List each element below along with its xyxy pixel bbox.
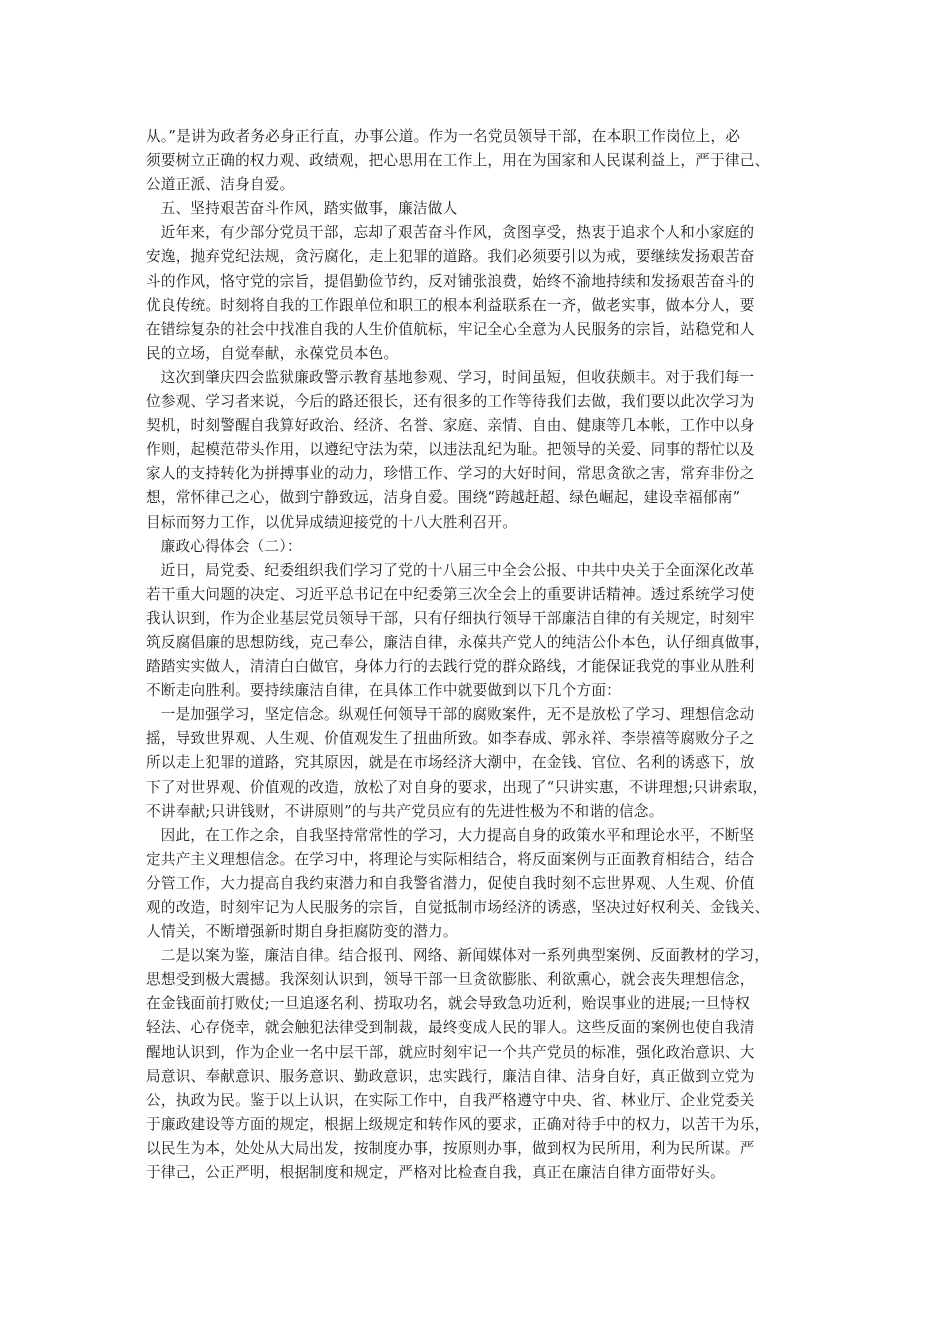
- text-line: 近年来，有少部分党员干部，忘却了艰苦奋斗作风，贪图享受，热衷于追求个人和小家庭的: [160, 224, 755, 242]
- text-line: 目标而努力工作，以优异成绩迎接党的十八大胜利召开。: [146, 513, 518, 531]
- text-line: 所以走上犯罪的道路，究其原因，就是在市场经济大潮中，在金钱、官位、名利的诱惑下，放: [146, 754, 755, 772]
- text-line: 踏踏实实做人，清清白白做官，身体力行的去践行党的群众路线，才能保证我党的事业从胜利: [146, 658, 755, 676]
- text-line: 因此，在工作之余，自我坚持常常性的学习，大力提高自身的政策水平和理论水平，不断坚: [160, 826, 755, 844]
- paragraph: [146, 559, 808, 704]
- text-line: 契机，时刻警醒自我算好政治、经济、名誉、家庭、亲情、自由、健康等几本帐，工作中以身: [146, 417, 755, 435]
- text-line: 位参观、学习者来说，今后的路还很长，还有很多的工作等待我们去做，我们要以此次学习为: [146, 393, 755, 411]
- text-line: 优良传统。时刻将自我的工作跟单位和职工的根本利益联系在一齐，做老实事，做本分人，要: [146, 296, 755, 314]
- paragraph: [146, 366, 808, 535]
- text-line: 近日，局党委、纪委组织我们学习了党的十八届三中全会公报、中共中央关于全面深化改革: [160, 561, 755, 579]
- paragraph: [146, 703, 808, 823]
- text-line: 我认识到，作为企业基层党员领导干部，只有仔细执行领导干部廉洁自律的有关规定，时刻牢: [146, 609, 755, 627]
- text-line: 不讲奉献;只讲钱财，不讲原则”的与共产党员应有的先进性极为不和谐的信念。: [146, 802, 664, 820]
- text-line: 二是以案为鉴，廉洁自律。结合报刊、网络、新闻媒体对一系列典型案例、反面教材的学习，: [160, 947, 770, 965]
- text-line: 局意识、奉献意识、服务意识、勤政意识，忠实践行，廉洁自律、洁身自好，真正做到立党为: [146, 1067, 755, 1085]
- paragraph: [146, 535, 808, 559]
- text-line: 筑反腐倡廉的思想防线，克己奉公，廉洁自律，永葆共产党人的纯洁公仆本色，认仔细真做事，: [146, 633, 770, 651]
- text-line: 分管工作，大力提高自我约束潜力和自我警省潜力，促使自我时刻不忘世界观、人生观、价值: [146, 874, 755, 892]
- text-line: 民的立场，自觉奉献，永葆党员本色。: [146, 344, 399, 362]
- text-line: 安逸，抛弃党纪法规，贪污腐化，走上犯罪的道路。我们必须要引以为戒，要继续发扬艰苦奋: [146, 248, 755, 266]
- text-line: 作则，起模范带头作用，以遵纪守法为荣，以违法乱纪为耻。把领导的关爱、同事的帮忙以及: [146, 441, 755, 459]
- paragraph: [146, 221, 808, 366]
- text-line: 若干重大问题的决定、习近平总书记在中纪委第三次全会上的重要讲话精神。透过系统学习使: [146, 585, 755, 603]
- document-body: [146, 125, 808, 1185]
- text-line: 轻法、心存侥幸，就会触犯法律受到制裁，最终变成人民的罪人。这些反面的案例也使自我清: [146, 1019, 755, 1037]
- text-line: 公，执政为民。鉴于以上认识，在实际工作中，自我严格遵守中央、省、林业厅、企业党委关: [146, 1091, 755, 1109]
- paragraph: [146, 125, 808, 197]
- text-line: 醒地认识到，作为企业一名中层干部，就应时刻牢记一个共产党员的标准，强化政治意识、大: [146, 1043, 755, 1061]
- text-line: 以民生为本，处处从大局出发，按制度办事，按原则办事，做到权为民所用，利为民所谋。严: [146, 1139, 755, 1157]
- text-line: 定共产主义理想信念。在学习中，将理论与实际相结合，将反面案例与正面教育相结合，结合: [146, 850, 755, 868]
- text-line: 这次到肇庆四会监狱廉政警示教育基地参观、学习，时间虽短，但收获颇丰。对于我们每一: [160, 368, 755, 386]
- text-line: 思想受到极大震撼。我深刻认识到，领导干部一旦贪欲膨胀、利欲熏心，就会丧失理想信念，: [146, 971, 755, 989]
- text-line: 从。”是讲为政者务必身正行直，办事公道。作为一名党员领导干部，在本职工作岗位上，必: [146, 128, 741, 145]
- text-line: 须要树立正确的权力观、政绩观，把心思用在工作上，用在为国家和人民谋利益上，严于律己、: [146, 152, 770, 170]
- text-line: 廉政心得体会（二）：: [160, 537, 302, 555]
- paragraph: [146, 824, 808, 944]
- text-line: 公道正派、洁身自爱。: [146, 176, 295, 194]
- text-line: 家人的支持转化为拼搏事业的动力，珍惜工作、学习的大好时间，常思贪欲之害，常弃非份之: [146, 465, 755, 483]
- text-line: 在金钱面前打败仗;一旦追逐名利、捞取功名，就会导致急功近利，贻误事业的进展;一旦恃权: [146, 995, 751, 1013]
- text-line: 观的改造，时刻牢记为人民服务的宗旨，自觉抵制市场经济的诱惑，坚决过好权利关、金钱关、: [146, 899, 770, 916]
- text-line: 于廉政建设等方面的规定，根据上级规定和转作风的要求，正确对待手中的权力，以苦干为乐，: [146, 1115, 770, 1133]
- text-line: 在错综复杂的社会中找准自我的人生价值航标，牢记全心全意为人民服务的宗旨，站稳党和人: [146, 320, 755, 338]
- text-line: 于律己，公正严明，根据制度和规定，严格对比检查自我，真正在廉洁自律方面带好头。: [146, 1164, 725, 1182]
- paragraph: [146, 944, 808, 1185]
- text-line: 五、坚持艰苦奋斗作风，踏实做事，廉洁做人: [160, 200, 458, 218]
- paragraph: [146, 197, 808, 221]
- text-line: 摇，导致世界观、人生观、价值观发生了扭曲所致。如李春成、郭永祥、李崇禧等腐败分子之: [146, 730, 755, 748]
- text-line: 斗的作风，恪守党的宗旨，提倡勤俭节约，反对铺张浪费，始终不渝地持续和发扬艰苦奋斗的: [146, 272, 755, 290]
- text-line: 一是加强学习，坚定信念。纵观任何领导干部的腐败案件，无不是放松了学习、理想信念动: [160, 706, 755, 724]
- text-line: 想，常怀律己之心，做到宁静致远，洁身自爱。围绕“跨越赶超、绿色崛起，建设幸福郁南”: [146, 489, 741, 507]
- text-line: 不断走向胜利。要持续廉洁自律，在具体工作中就要做到以下几个方面：: [146, 682, 622, 700]
- text-line: 人情关，不断增强新时期自身拒腐防变的潜力。: [146, 923, 458, 941]
- text-line: 下了对世界观、价值观的改造，放松了对自身的要求，出现了“只讲实惠，不讲理想;只讲索取，: [146, 778, 768, 796]
